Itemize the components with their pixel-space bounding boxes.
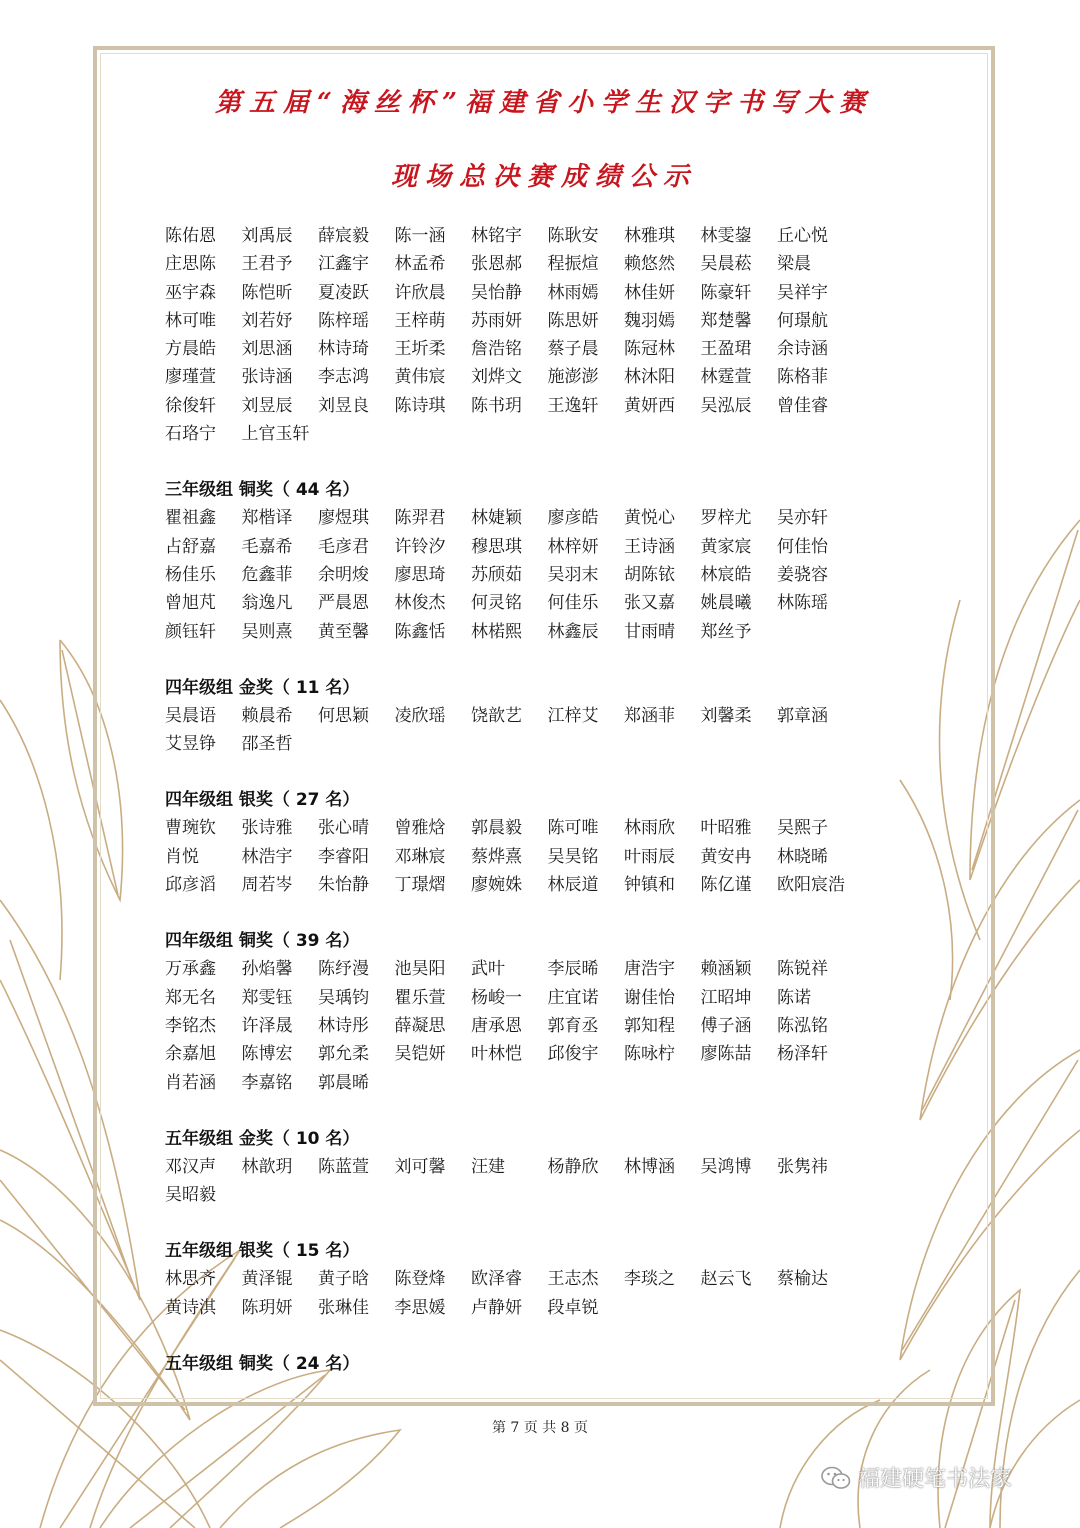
- winner-name: 甘雨晴: [624, 621, 675, 642]
- winner-name: 郭章涵: [777, 705, 828, 726]
- section-title: 四年级组 金奖（ 11 名）: [165, 677, 360, 698]
- winner-name: 李铭杰: [165, 1015, 216, 1036]
- winner-name: 林雨嫣: [547, 282, 599, 303]
- winner-name: 廖瑾萱: [165, 367, 216, 388]
- page-subtitle: 现场总决赛成绩公示: [390, 162, 697, 192]
- winner-name: 郑丝予: [700, 621, 752, 642]
- winner-name: 林雨欣: [624, 818, 675, 839]
- winner-name: 蔡子晨: [547, 339, 599, 360]
- winner-name: 穆思琪: [471, 536, 522, 557]
- winner-name: 张诗涵: [241, 367, 293, 388]
- section-grade4-silver: [165, 786, 965, 899]
- section-title: 五年级组 金奖（ 10 名）: [165, 1128, 360, 1149]
- winner-name: 黄悦心: [624, 508, 675, 529]
- winner-name: 朱怡静: [318, 875, 369, 896]
- winner-name: 陈梓瑶: [318, 310, 369, 331]
- winner-name: 林佳妍: [624, 282, 675, 303]
- winner-name: 曹琬钦: [165, 818, 216, 839]
- winner-name: 薛凝思: [394, 1015, 446, 1036]
- winner-name: 陈冠林: [624, 339, 675, 360]
- page-title: 第五届“海丝杯”福建省小学生汉字书写大赛: [215, 88, 873, 118]
- winner-name: 庄宜诺: [547, 987, 599, 1008]
- winner-name: 周若岑: [241, 875, 293, 896]
- name-grid: [165, 1265, 865, 1322]
- winner-name: 陈书玥: [471, 395, 522, 416]
- winner-name: 张又嘉: [624, 593, 675, 614]
- winner-name: 林可唯: [165, 310, 216, 331]
- winner-name: 傅子涵: [700, 1015, 752, 1036]
- winner-name: 郭允柔: [318, 1044, 369, 1065]
- winner-name: 陈玥妍: [241, 1297, 293, 1318]
- winner-name: 吴则熹: [241, 621, 293, 642]
- winner-name: 林思齐: [165, 1269, 216, 1290]
- winner-name: 陈诗琪: [394, 395, 446, 416]
- winner-name: 许泽晟: [241, 1015, 293, 1036]
- winner-name: 李睿阳: [318, 846, 369, 867]
- winner-name: 王圻柔: [394, 339, 446, 360]
- winner-name: 廖煜琪: [318, 508, 369, 529]
- winner-name: 李志鸿: [318, 367, 369, 388]
- name-grid: [165, 955, 865, 1096]
- winner-name: 林鑫辰: [547, 621, 599, 642]
- winner-name: 吴羽末: [547, 564, 599, 585]
- winner-name: 廖婉姝: [471, 875, 522, 896]
- winner-name: 余嘉旭: [165, 1044, 216, 1065]
- winner-name: 丁璟熠: [394, 875, 446, 896]
- winner-name: 黄子晗: [318, 1269, 369, 1290]
- winner-name: 林霆萱: [700, 367, 752, 388]
- section-grade4-gold: [165, 674, 965, 759]
- winner-name: 郑楚馨: [700, 310, 752, 331]
- winner-name: 詹浩铭: [471, 339, 522, 360]
- winner-name: 吴鸿博: [700, 1156, 752, 1177]
- winner-name: 翁逸凡: [241, 593, 293, 614]
- winner-name: 陈纾漫: [318, 959, 369, 980]
- winner-name: 段卓锐: [547, 1297, 599, 1318]
- winner-name: 张琳佳: [318, 1297, 369, 1318]
- winner-name: 林晓晞: [777, 846, 828, 867]
- winner-name: 陈亿谨: [700, 875, 752, 896]
- winner-name: 何璟航: [777, 310, 828, 331]
- section-grade5-silver: [165, 1237, 965, 1322]
- winner-name: 汪建: [471, 1156, 505, 1177]
- winner-name: 饶歆艺: [471, 705, 522, 726]
- winner-name: 陈一涵: [394, 226, 446, 246]
- winner-name: 林雯鋆: [700, 226, 752, 246]
- winner-name: 许铃汐: [394, 536, 446, 557]
- wechat-icon: [820, 1465, 852, 1491]
- winner-name: 吴瑀钧: [318, 987, 369, 1008]
- winner-name: 林浩宇: [241, 846, 293, 867]
- winner-name: 王志杰: [547, 1269, 599, 1290]
- section-grade4-bronze: [165, 927, 965, 1096]
- winner-name: 肖悦: [165, 846, 199, 867]
- winner-name: 廖思琦: [394, 564, 446, 585]
- winner-name: 危鑫菲: [241, 564, 293, 585]
- winner-name: 李嘉铭: [241, 1072, 293, 1093]
- winner-name: 郭晨晞: [318, 1072, 369, 1093]
- winner-name: 李辰晞: [547, 959, 599, 980]
- winner-name: 孙焰馨: [241, 959, 293, 980]
- name-grid: [165, 504, 865, 645]
- winner-name: 林歆玥: [241, 1156, 293, 1177]
- name-grid: [165, 222, 865, 448]
- winner-name: 梁晨: [777, 254, 811, 275]
- winner-name: 陈蓝萱: [318, 1156, 369, 1177]
- winner-name: 毛嘉希: [241, 536, 293, 557]
- winner-name: 陈咏柠: [624, 1044, 675, 1065]
- winner-name: 徐俊轩: [165, 395, 216, 416]
- winner-name: 林婕颖: [471, 508, 522, 529]
- winner-name: 吴铠妍: [394, 1044, 446, 1065]
- winner-name: 占舒嘉: [165, 536, 216, 557]
- winner-name: 谢佳怡: [624, 987, 675, 1008]
- winner-name: 王诗涵: [624, 536, 675, 557]
- winner-name: 张隽祎: [777, 1156, 828, 1177]
- winner-name: 陈格菲: [777, 367, 828, 388]
- section-title: 四年级组 铜奖（ 39 名）: [165, 931, 360, 952]
- winner-name: 林沐阳: [624, 367, 675, 388]
- winner-name: 林梓妍: [547, 536, 599, 557]
- winner-name: 陈登烽: [394, 1269, 446, 1290]
- winner-name: 吴晨语: [165, 705, 216, 726]
- winner-name: 颜钰轩: [165, 621, 216, 642]
- winner-name: 刘禹辰: [241, 226, 293, 246]
- winner-name: 李琰之: [624, 1269, 675, 1290]
- winner-name: 瞿乐萱: [394, 987, 446, 1008]
- winner-name: 江昭坤: [700, 987, 752, 1008]
- winner-name: 刘烨文: [471, 367, 522, 388]
- winner-name: 胡陈铱: [624, 564, 675, 585]
- winner-name: 苏雨妍: [471, 310, 522, 331]
- winner-name: 郑涵菲: [624, 705, 675, 726]
- winner-name: 姚晨曦: [700, 593, 752, 614]
- winner-name: 欧泽睿: [471, 1269, 522, 1290]
- results-content: [165, 222, 965, 1378]
- winner-name: 余诗涵: [777, 339, 828, 360]
- winner-name: 江鑫宇: [318, 254, 369, 275]
- winner-name: 刘馨柔: [700, 705, 752, 726]
- winner-name: 武叶: [471, 959, 505, 980]
- winner-name: 曾雅焓: [394, 818, 446, 839]
- winner-name: 黄家宸: [700, 536, 752, 557]
- winner-name: 陈博宏: [241, 1044, 293, 1065]
- winner-name: 林雅琪: [624, 226, 675, 246]
- winner-name: 邵圣哲: [241, 734, 293, 755]
- winner-name: 郑无名: [165, 987, 216, 1008]
- winner-name: 余明焌: [318, 564, 369, 585]
- winner-name: 夏凌跃: [318, 282, 369, 303]
- winner-name: 林宸皓: [700, 564, 752, 585]
- winner-name: 刘思涵: [241, 339, 293, 360]
- winner-name: 王梓萌: [394, 310, 446, 331]
- winner-name: 李思媛: [394, 1297, 446, 1318]
- winner-name: 苏颀茹: [471, 564, 522, 585]
- section-title: 五年级组 银奖（ 15 名）: [165, 1241, 360, 1262]
- winner-name: 陈鑫恬: [394, 621, 446, 642]
- winner-name: 陈佑恩: [165, 226, 216, 246]
- winner-name: 邱俊宇: [547, 1044, 599, 1065]
- section-continued: [165, 222, 965, 448]
- winner-name: 赖晨希: [241, 705, 293, 726]
- winner-name: 刘可馨: [394, 1156, 446, 1177]
- section-title: 四年级组 银奖（ 27 名）: [165, 790, 360, 811]
- winner-name: 黄安冉: [700, 846, 752, 867]
- winner-name: 陈豪轩: [700, 282, 752, 303]
- winner-name: 郑楷译: [241, 508, 293, 529]
- winner-name: 吴昊铭: [547, 846, 599, 867]
- winner-name: 林诗彤: [318, 1015, 369, 1036]
- winner-name: 林诗琦: [318, 339, 369, 360]
- winner-name: 林楉熙: [471, 621, 522, 642]
- winner-name: 黄妍西: [624, 395, 675, 416]
- winner-name: 刘昱良: [318, 395, 369, 416]
- winner-name: 赖悠然: [624, 254, 675, 275]
- winner-name: 郭知程: [624, 1015, 675, 1036]
- winner-name: 王盈珺: [700, 339, 752, 360]
- winner-name: 叶昭雅: [700, 818, 752, 839]
- winner-name: 罗梓尤: [700, 508, 752, 529]
- winner-name: 张心晴: [318, 818, 369, 839]
- winner-name: 黄诗淇: [165, 1297, 216, 1318]
- winner-name: 钟镇和: [624, 875, 675, 896]
- winner-name: 何灵铭: [471, 593, 522, 614]
- winner-name: 陈泓铭: [777, 1015, 828, 1036]
- winner-name: 陈思妍: [547, 310, 599, 331]
- winner-name: 魏羽嫣: [624, 310, 675, 331]
- winner-name: 吴晨菘: [700, 254, 752, 275]
- winner-name: 张诗雅: [241, 818, 293, 839]
- winner-name: 邱彦滔: [165, 875, 216, 896]
- name-grid: [165, 814, 865, 899]
- winner-name: 严晨恩: [318, 593, 369, 614]
- winner-name: 郭育丞: [547, 1015, 599, 1036]
- winner-name: 刘昱辰: [241, 395, 293, 416]
- watermark: [820, 1462, 1012, 1493]
- winner-name: 丘心悦: [777, 226, 828, 246]
- winner-name: 姜骁容: [777, 564, 828, 585]
- winner-name: 陈锐祥: [777, 959, 828, 980]
- winner-name: 叶雨辰: [624, 846, 675, 867]
- winner-name: 艾昱铮: [165, 734, 216, 755]
- winner-name: 上官玉轩: [241, 424, 310, 445]
- winner-name: 陈可唯: [547, 818, 599, 839]
- winner-name: 廖彦皓: [547, 508, 599, 529]
- winner-name: 邓琳宸: [394, 846, 446, 867]
- winner-name: 曾旭芃: [165, 593, 216, 614]
- winner-name: 唐浩宇: [624, 959, 675, 980]
- winner-name: 邓汉声: [165, 1156, 216, 1177]
- winner-name: 瞿祖鑫: [165, 508, 216, 529]
- section-grade3-bronze: [165, 476, 965, 645]
- watermark-text: 福建硬笔书法家: [858, 1467, 1013, 1492]
- winner-name: 江梓艾: [547, 705, 599, 726]
- page-number: 第 7 页 共 8 页: [491, 1420, 589, 1436]
- section-grade5-gold: [165, 1125, 965, 1210]
- winner-name: 许欣晨: [394, 282, 446, 303]
- winner-name: 肖若涵: [165, 1072, 216, 1093]
- winner-name: 毛彦君: [318, 536, 369, 557]
- winner-name: 欧阳宸浩: [777, 875, 845, 896]
- winner-name: 陈羿君: [394, 508, 446, 529]
- winner-name: 王君予: [241, 254, 293, 275]
- winner-name: 吴昭毅: [165, 1185, 216, 1206]
- winner-name: 庄思陈: [165, 254, 216, 275]
- winner-name: 薛宸毅: [318, 226, 369, 246]
- winner-name: 吴祥宇: [777, 282, 828, 303]
- name-grid: [165, 1153, 865, 1210]
- winner-name: 凌欣瑶: [394, 705, 446, 726]
- winner-name: 林辰道: [547, 875, 599, 896]
- winner-name: 陈恺昕: [241, 282, 293, 303]
- winner-name: 巫宇森: [165, 282, 216, 303]
- winner-name: 陈耿安: [547, 226, 599, 246]
- section-title: 三年级组 铜奖（ 44 名）: [165, 480, 360, 501]
- winner-name: 张恩郝: [471, 254, 522, 275]
- winner-name: 郑雯钰: [241, 987, 293, 1008]
- name-grid: [165, 702, 865, 759]
- winner-name: 池昊阳: [394, 959, 446, 980]
- winner-name: 黄伟宸: [394, 367, 446, 388]
- winner-name: 程振煊: [547, 254, 599, 275]
- winner-name: 郭晨毅: [471, 818, 522, 839]
- winner-name: 吴亦轩: [777, 508, 828, 529]
- winner-name: 施澎澎: [547, 367, 599, 388]
- winner-name: 叶林恺: [471, 1044, 522, 1065]
- winner-name: 林陈瑶: [777, 593, 828, 614]
- section-title: 五年级组 铜奖（ 24 名）: [165, 1354, 360, 1375]
- winner-name: 蔡榆达: [777, 1269, 828, 1290]
- winner-name: 林孟希: [394, 254, 446, 275]
- winner-name: 王逸轩: [547, 395, 599, 416]
- winner-name: 何思颖: [318, 705, 369, 726]
- winner-name: 万承鑫: [165, 959, 216, 980]
- winner-name: 方晨皓: [165, 339, 216, 360]
- winner-name: 吴泓辰: [700, 395, 752, 416]
- winner-name: 杨泽轩: [777, 1044, 828, 1065]
- winner-name: 林博涵: [624, 1156, 675, 1177]
- winner-name: 杨峻一: [471, 987, 522, 1008]
- winner-name: 吴熙子: [777, 818, 828, 839]
- winner-name: 杨静欣: [547, 1156, 599, 1177]
- winner-name: 廖陈喆: [700, 1044, 752, 1065]
- winner-name: 林铭宇: [471, 226, 522, 246]
- winner-name: 林俊杰: [394, 593, 446, 614]
- section-grade5-bronze: [165, 1350, 965, 1378]
- winner-name: 黄至馨: [318, 621, 369, 642]
- winner-name: 刘若妤: [241, 310, 293, 331]
- winner-name: 石珞宁: [165, 424, 216, 445]
- winner-name: 唐承恩: [471, 1015, 522, 1036]
- winner-name: 吴怡静: [471, 282, 522, 303]
- winner-name: 卢静妍: [471, 1297, 522, 1318]
- winner-name: 黄泽锟: [241, 1269, 293, 1290]
- winner-name: 杨佳乐: [165, 564, 216, 585]
- winner-name: 何佳乐: [547, 593, 599, 614]
- winner-name: 何佳怡: [777, 536, 828, 557]
- winner-name: 曾佳睿: [777, 395, 828, 416]
- winner-name: 陈诺: [777, 987, 811, 1008]
- winner-name: 蔡烨熹: [471, 846, 522, 867]
- winner-name: 赖涵颖: [700, 959, 752, 980]
- winner-name: 赵云飞: [700, 1269, 752, 1290]
